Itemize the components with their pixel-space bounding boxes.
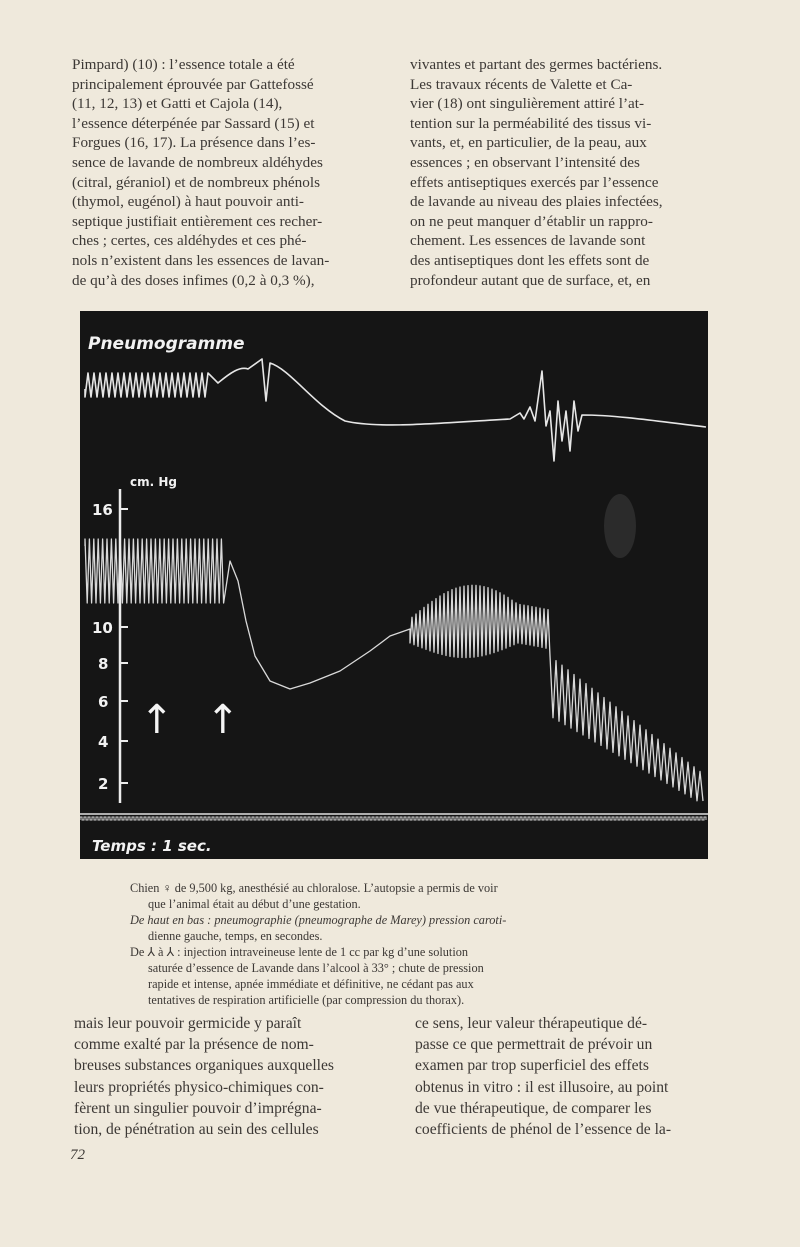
text-line: vivantes et partant des germes bactériens. [410, 56, 663, 73]
text-line: obtenus in vitro : il est illusoire, au point [415, 1078, 669, 1096]
text-line: mais leur pouvoir germicide y paraît [74, 1015, 302, 1032]
text-line: sence de lavande de nombreux aldéhydes [72, 153, 323, 171]
injection-end-arrow: ↑ [206, 697, 240, 743]
text-line: ce sens, leur valeur thérapeutique dé- [415, 1015, 648, 1032]
text-line: tion, de pénétration au sein des cellules [74, 1121, 319, 1139]
text-line: ches ; certes, ces aldéhydes et ces phé- [72, 232, 307, 250]
text-line: passe ce que permettrait de prévoir un [415, 1036, 653, 1054]
smudge [604, 494, 636, 558]
scale-label: 6 [98, 693, 109, 711]
text-line: chement. Les essences de lavande sont [410, 232, 646, 250]
pneumogram-label: Pneumogramme [88, 334, 245, 354]
text-line: de vue thérapeutique, de comparer les [415, 1099, 652, 1117]
text-line: de lavande au niveau des plaies infectées, [410, 193, 663, 211]
text-line: profondeur autant que de surface, et, en [410, 271, 651, 289]
scale-label: 16 [92, 501, 113, 519]
pressure-unit-label: cm. Hg [130, 475, 177, 489]
caption-line: dienne gauche, temps, en secondes. [148, 929, 323, 943]
text-line: leurs propriétés physico-chimiques con- [74, 1078, 324, 1096]
text-line: de qu’à des doses infimes (0,2 à 0,3 %), [72, 271, 315, 289]
text-line: examen par trop superficiel des effets [415, 1057, 649, 1075]
scale-label: 10 [92, 619, 113, 637]
caption-line: De haut en bas : pneumographie (pneumographe de Marey) pression caroti- [130, 913, 507, 927]
text-line: Forgues (16, 17). La présence dans l’es- [72, 134, 316, 152]
text-line: (11, 12, 13) et Gatti et Cajola (14), [72, 95, 283, 113]
text-column-bottom-left [74, 1013, 392, 1140]
text-line: effets antiseptiques exercés par l’essence [410, 173, 659, 191]
text-line: breuses substances organiques auxquelles [74, 1057, 334, 1075]
caption-line: tentatives de respiration artificielle (par compression du thorax). [148, 993, 465, 1007]
text-line: (thymol, eugénol) à haut pouvoir anti- [72, 193, 304, 211]
text-line: nols n’existent dans les essences de lavan- [72, 251, 330, 269]
text-line: coefficients de phénol de l’essence de la- [415, 1121, 672, 1139]
page-number: 72 [70, 1147, 85, 1163]
text-line: vier (18) ont singulièrement attiré l’at- [410, 95, 645, 113]
caption-line: De ⅄ à ⅄ : injection intraveineuse lente de 1 cc par kg d’une solution [130, 945, 469, 959]
caption-line: saturée d’essence de Lavande dans l’alcool à 33° ; chute de pression [148, 961, 484, 975]
text-column-top-left [72, 55, 390, 290]
scale-label: 4 [98, 733, 109, 751]
text-line: des antiseptiques dont les effets sont de [410, 251, 650, 269]
text-line: on ne peut manquer d’établir un rappro- [410, 212, 653, 230]
scale-label: 2 [98, 775, 109, 793]
text-column-top-right [410, 55, 735, 290]
text-line: comme exalté par la présence de nom- [74, 1036, 314, 1054]
kymograph-tracing [80, 311, 708, 859]
time-label: Temps : 1 sec. [92, 837, 212, 855]
kymograph-figure [80, 311, 708, 859]
caption-line: rapide et intense, apnée immédiate et définitive, ne cédant pas aux [148, 977, 474, 991]
text-line: vants, et, en particulier, de la peau, aux [410, 134, 647, 152]
text-line: tention sur la perméabilité des tissus vi- [410, 114, 652, 132]
text-line: principalement éprouvée par Gattefossé [72, 75, 314, 93]
text-line: essences ; en observant l’intensité des [410, 153, 640, 171]
caption-line: Chien ♀ de 9,500 kg, anesthésié au chloralose. L’autopsie a permis de voir [130, 881, 498, 895]
text-line: (citral, géraniol) et de nombreux phénols [72, 173, 320, 191]
text-line: septique justifiait entièrement ces recher- [72, 212, 323, 230]
figure-caption [130, 880, 675, 1008]
text-line: Les travaux récents de Valette et Ca- [410, 75, 633, 93]
text-line: Pimpard) (10) : l’essence totale a été [72, 56, 295, 73]
caption-line: que l’animal était au début d’une gestation. [148, 897, 361, 911]
text-line: fèrent un singulier pouvoir d’imprégna- [74, 1099, 322, 1117]
text-column-bottom-right [415, 1013, 735, 1140]
text-line: l’essence déterpénée par Sassard (15) et [72, 114, 315, 132]
injection-start-arrow: ↑ [140, 697, 174, 743]
scale-label: 8 [98, 655, 109, 673]
